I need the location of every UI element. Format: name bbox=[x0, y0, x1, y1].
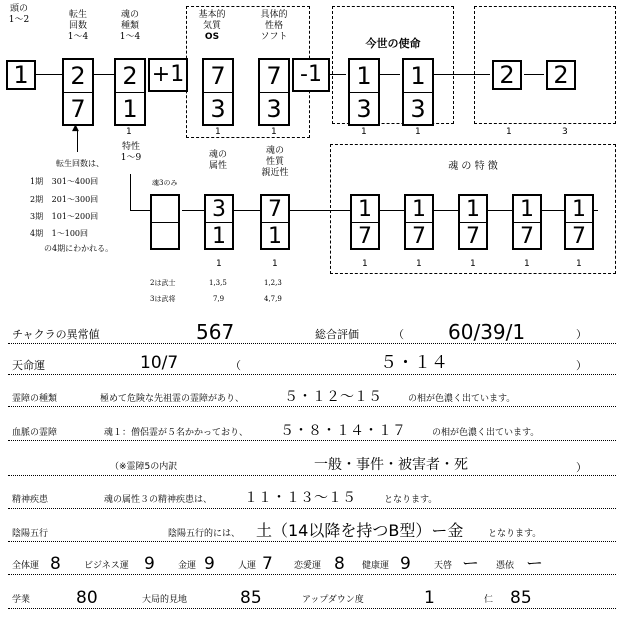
warrior-row2-label: 3は武将 bbox=[150, 295, 176, 303]
seishin-text-a: 魂の属性３の精神疾患は、 bbox=[104, 495, 213, 505]
row-underline bbox=[8, 440, 616, 441]
business-value: 9 bbox=[144, 554, 155, 574]
plus-one-value: +1 bbox=[151, 62, 185, 87]
arrow-line bbox=[77, 130, 78, 152]
concrete-bottom-number: 1 bbox=[271, 127, 277, 137]
feature-5-bottom: 7 bbox=[572, 224, 586, 249]
reisho-label: 霊障の種類 bbox=[12, 394, 58, 404]
basic-os-box bbox=[202, 58, 234, 126]
feature-box-4 bbox=[512, 194, 542, 250]
attribute-bottom: 1 bbox=[212, 224, 226, 249]
warrior-row1-b: 1,2,3 bbox=[264, 279, 282, 287]
connector-line bbox=[94, 74, 114, 75]
mission-b-box bbox=[402, 58, 434, 126]
soul-type-bottom-number: 1 bbox=[126, 127, 132, 137]
feature-4-top: 1 bbox=[514, 196, 540, 223]
jin-value: 7 bbox=[262, 554, 273, 574]
ketsumyaku-text-b: の相が色濃く出ています。 bbox=[432, 428, 540, 438]
onmyo-label: 陰陽五行 bbox=[12, 529, 49, 539]
connector-line bbox=[524, 74, 544, 75]
jin-label: 人運 bbox=[238, 561, 257, 571]
breakdown-value: 一般・事件・被害者・死 bbox=[314, 457, 468, 473]
tenkei-label: 天啓 bbox=[434, 561, 453, 571]
row-underline bbox=[8, 574, 616, 575]
reisho-text-a: 極めて危険な先祖霊の霊障があり、 bbox=[100, 394, 245, 404]
onmyo-value: 土（14以降を持つB型）ー金 bbox=[256, 521, 464, 540]
zentai-label: 全体運 bbox=[12, 561, 40, 571]
attribute-top: 3 bbox=[206, 196, 232, 223]
soul-type-header-line3: 1〜4 bbox=[119, 32, 141, 42]
plus-one-box bbox=[148, 58, 188, 92]
feature-box-2 bbox=[404, 194, 434, 250]
nature-bottom: 1 bbox=[268, 224, 282, 249]
soul-type-header-line1: 魂の bbox=[120, 10, 139, 20]
mission-label: 今世の使命 bbox=[365, 37, 421, 50]
gakugyo-label: 学業 bbox=[12, 595, 31, 605]
soul-type-header bbox=[114, 10, 146, 43]
concrete-software-box bbox=[258, 58, 290, 126]
nature-top: 7 bbox=[262, 196, 288, 223]
period-label: 1期 bbox=[30, 177, 44, 186]
soul-type-header-line2: 種類 bbox=[120, 21, 139, 31]
onmyo-text-b: となります。 bbox=[488, 529, 542, 539]
soul-type-top: 2 bbox=[116, 60, 144, 93]
mission-a-bottom-number: 1 bbox=[361, 127, 367, 137]
feature-5-top: 1 bbox=[566, 196, 592, 223]
right-a-bottom-number: 1 bbox=[506, 127, 512, 137]
seishin-text-b: となります。 bbox=[384, 495, 438, 505]
nature-header-line1: 魂の bbox=[265, 146, 284, 156]
kenko-value: 9 bbox=[400, 554, 411, 574]
row-underline bbox=[8, 608, 616, 609]
jin2-label: 仁 bbox=[484, 595, 494, 605]
gakugyo-value: 80 bbox=[76, 588, 98, 608]
period-label: 4期 bbox=[30, 229, 44, 238]
reincarnation-note-footer: の4期にわかれる。 bbox=[44, 244, 114, 253]
hyoi-value: ー bbox=[526, 554, 543, 574]
paren-close: ） bbox=[576, 359, 587, 372]
trait-bracket-line bbox=[130, 210, 150, 211]
right-b-bottom-number: 3 bbox=[562, 127, 568, 137]
feature-1-bottom: 7 bbox=[358, 224, 372, 249]
concrete-top: 7 bbox=[260, 60, 288, 93]
features-label: 魂 の 特 徴 bbox=[448, 161, 498, 172]
row-underline bbox=[8, 508, 616, 509]
head-header-line1: 頭の bbox=[9, 4, 28, 14]
concrete-software-label: ソフト bbox=[260, 32, 288, 42]
mission-b-top: 1 bbox=[404, 60, 432, 93]
minus-one-value: -1 bbox=[300, 62, 322, 87]
reincarnation-note-row4 bbox=[30, 230, 88, 238]
feature-2-top: 1 bbox=[406, 196, 432, 223]
paren-open: （ bbox=[230, 359, 241, 372]
connector-line bbox=[330, 74, 346, 75]
trait-range: 1〜9 bbox=[120, 153, 142, 163]
trait-label: 特性 bbox=[121, 142, 140, 152]
business-label: ビジネス運 bbox=[84, 561, 129, 571]
reincarnation-header-line1: 転生 bbox=[68, 10, 87, 20]
period-label: 3期 bbox=[30, 212, 44, 221]
concrete-header-line1: 具体的 bbox=[260, 10, 288, 20]
head-value: 1 bbox=[13, 61, 29, 89]
row-underline bbox=[8, 374, 616, 375]
right-b-value: 2 bbox=[553, 61, 569, 89]
basic-header-line1: 基本的 bbox=[198, 10, 226, 20]
row-underline bbox=[8, 475, 616, 476]
tenmei-inner-value: ５・１４ bbox=[380, 353, 448, 373]
reincarnation-note-title: 転生回数は、 bbox=[56, 159, 104, 168]
nature-header-line2: 性質 bbox=[265, 157, 284, 167]
updown-label: アップダウン度 bbox=[302, 595, 364, 605]
warrior-row2-b: 4,7,9 bbox=[264, 295, 282, 303]
feature-3-bottom: 7 bbox=[466, 224, 480, 249]
taikyoku-label: 大局的見地 bbox=[142, 595, 188, 605]
reincarnation-box bbox=[62, 58, 94, 126]
paren-close: ） bbox=[576, 328, 587, 341]
kin-value: 9 bbox=[204, 554, 215, 574]
head-value-box bbox=[6, 60, 36, 90]
nature-box bbox=[260, 194, 290, 250]
soul-only-top bbox=[152, 196, 178, 223]
right-a-value: 2 bbox=[499, 61, 515, 89]
taikyoku-value: 85 bbox=[240, 588, 262, 608]
feature-3-top: 1 bbox=[460, 196, 486, 223]
right-a-box bbox=[492, 60, 522, 90]
mission-a-top: 1 bbox=[350, 60, 378, 93]
feature-1-top: 1 bbox=[352, 196, 378, 223]
warrior-row1-a: 1,3,5 bbox=[209, 279, 227, 287]
attribute-header bbox=[200, 150, 236, 172]
jin2-value: 85 bbox=[510, 588, 532, 608]
soul-only-bottom bbox=[152, 223, 178, 249]
attribute-header-line2: 属性 bbox=[208, 161, 227, 171]
reisho-number: ５・１２〜１５ bbox=[284, 389, 382, 405]
tenmei-label: 天命運 bbox=[12, 359, 45, 372]
concrete-header-line2: 性格 bbox=[264, 21, 283, 31]
paren-close: ） bbox=[576, 461, 587, 474]
tenmei-value: 10/7 bbox=[140, 353, 179, 373]
reincarnation-bottom: 7 bbox=[70, 95, 86, 123]
attribute-bottom-number: 1 bbox=[216, 259, 222, 269]
right-b-box bbox=[546, 60, 576, 90]
chakra-value: 567 bbox=[196, 320, 235, 344]
renai-label: 恋愛運 bbox=[294, 561, 322, 571]
basic-bottom: 3 bbox=[210, 95, 226, 123]
total-eval-value: 60/39/1 bbox=[448, 320, 526, 344]
nature-header bbox=[254, 146, 296, 179]
onmyo-text-a: 陰陽五行的には、 bbox=[168, 529, 241, 539]
trait-bracket-line bbox=[130, 174, 131, 210]
feature-3-bottom-number: 1 bbox=[470, 259, 476, 269]
period-range: 1〜100回 bbox=[51, 229, 88, 238]
tenkei-value: ー bbox=[462, 554, 479, 574]
minus-one-box bbox=[292, 58, 330, 92]
mission-b-bottom: 3 bbox=[410, 95, 426, 123]
concrete-bottom: 3 bbox=[266, 95, 282, 123]
reincarnation-header-line3: 1〜4 bbox=[67, 32, 89, 42]
attribute-box bbox=[204, 194, 234, 250]
feature-box-5 bbox=[564, 194, 594, 250]
connector-line bbox=[434, 74, 490, 75]
basic-bottom-number: 1 bbox=[215, 127, 221, 137]
head-header-line2: 1〜2 bbox=[8, 15, 30, 25]
reincarnation-header-line2: 回数 bbox=[68, 21, 87, 31]
feature-4-bottom: 7 bbox=[520, 224, 534, 249]
ketsumyaku-label: 血脈の霊障 bbox=[12, 428, 58, 438]
head-header bbox=[4, 4, 34, 26]
renai-value: 8 bbox=[334, 554, 345, 574]
soul-type-box bbox=[114, 58, 146, 126]
reincarnation-note-row1 bbox=[30, 178, 98, 186]
attribute-header-line1: 魂の bbox=[208, 150, 227, 160]
zentai-value: 8 bbox=[50, 554, 61, 574]
arrow-up-icon: ▲ bbox=[72, 123, 79, 133]
feature-1-bottom-number: 1 bbox=[362, 259, 368, 269]
reincarnation-note-row3 bbox=[30, 213, 98, 221]
basic-os-label: OS bbox=[204, 32, 220, 42]
basic-top: 7 bbox=[204, 60, 232, 93]
mission-a-bottom: 3 bbox=[356, 95, 372, 123]
warrior-row2-a: 7,9 bbox=[213, 295, 225, 303]
basic-header-line2: 気質 bbox=[202, 21, 221, 31]
kenko-label: 健康運 bbox=[362, 561, 390, 571]
paren-open: （ bbox=[393, 328, 404, 341]
period-label: 2期 bbox=[30, 195, 44, 204]
soul-type-bottom: 1 bbox=[122, 95, 138, 123]
updown-value: 1 bbox=[424, 588, 435, 608]
row-underline bbox=[8, 406, 616, 407]
feature-5-bottom-number: 1 bbox=[576, 259, 582, 269]
ketsumyaku-text-a: 魂１：僧侶霊が５名かかっており、 bbox=[104, 428, 249, 438]
nature-bottom-number: 1 bbox=[272, 259, 278, 269]
mission-b-bottom-number: 1 bbox=[415, 127, 421, 137]
period-range: 201〜300回 bbox=[51, 195, 99, 204]
hyoi-label: 憑依 bbox=[496, 561, 515, 571]
kin-label: 金運 bbox=[178, 561, 197, 571]
total-eval-label: 総合評価 bbox=[315, 328, 359, 341]
soul-only-label: 魂3のみ bbox=[152, 179, 178, 187]
reincarnation-header bbox=[62, 10, 94, 43]
breakdown-label: （※霊障5の内訳 bbox=[110, 462, 178, 472]
ketsumyaku-number: ５・８・１４・１７ bbox=[280, 423, 406, 439]
warrior-row1-label: 2は武士 bbox=[150, 279, 176, 287]
feature-2-bottom-number: 1 bbox=[416, 259, 422, 269]
nature-header-line3: 親近性 bbox=[261, 168, 289, 178]
reincarnation-top: 2 bbox=[64, 60, 92, 93]
soul-only-box bbox=[150, 194, 180, 250]
period-range: 101〜200回 bbox=[51, 212, 99, 221]
mission-a-box bbox=[348, 58, 380, 126]
feature-2-bottom: 7 bbox=[412, 224, 426, 249]
period-range: 301〜400回 bbox=[51, 177, 99, 186]
feature-box-3 bbox=[458, 194, 488, 250]
chakra-label: チャクラの異常値 bbox=[12, 328, 100, 341]
row-underline bbox=[8, 541, 616, 542]
connector-line bbox=[380, 74, 400, 75]
feature-box-1 bbox=[350, 194, 380, 250]
trait-header bbox=[118, 142, 144, 164]
feature-4-bottom-number: 1 bbox=[524, 259, 530, 269]
reisho-text-b: の相が色濃く出ています。 bbox=[408, 394, 516, 404]
reincarnation-note-row2 bbox=[30, 196, 98, 204]
seishin-label: 精神疾患 bbox=[12, 495, 49, 505]
connector-line bbox=[36, 74, 62, 75]
seishin-number: １１・１３〜１５ bbox=[244, 490, 356, 506]
